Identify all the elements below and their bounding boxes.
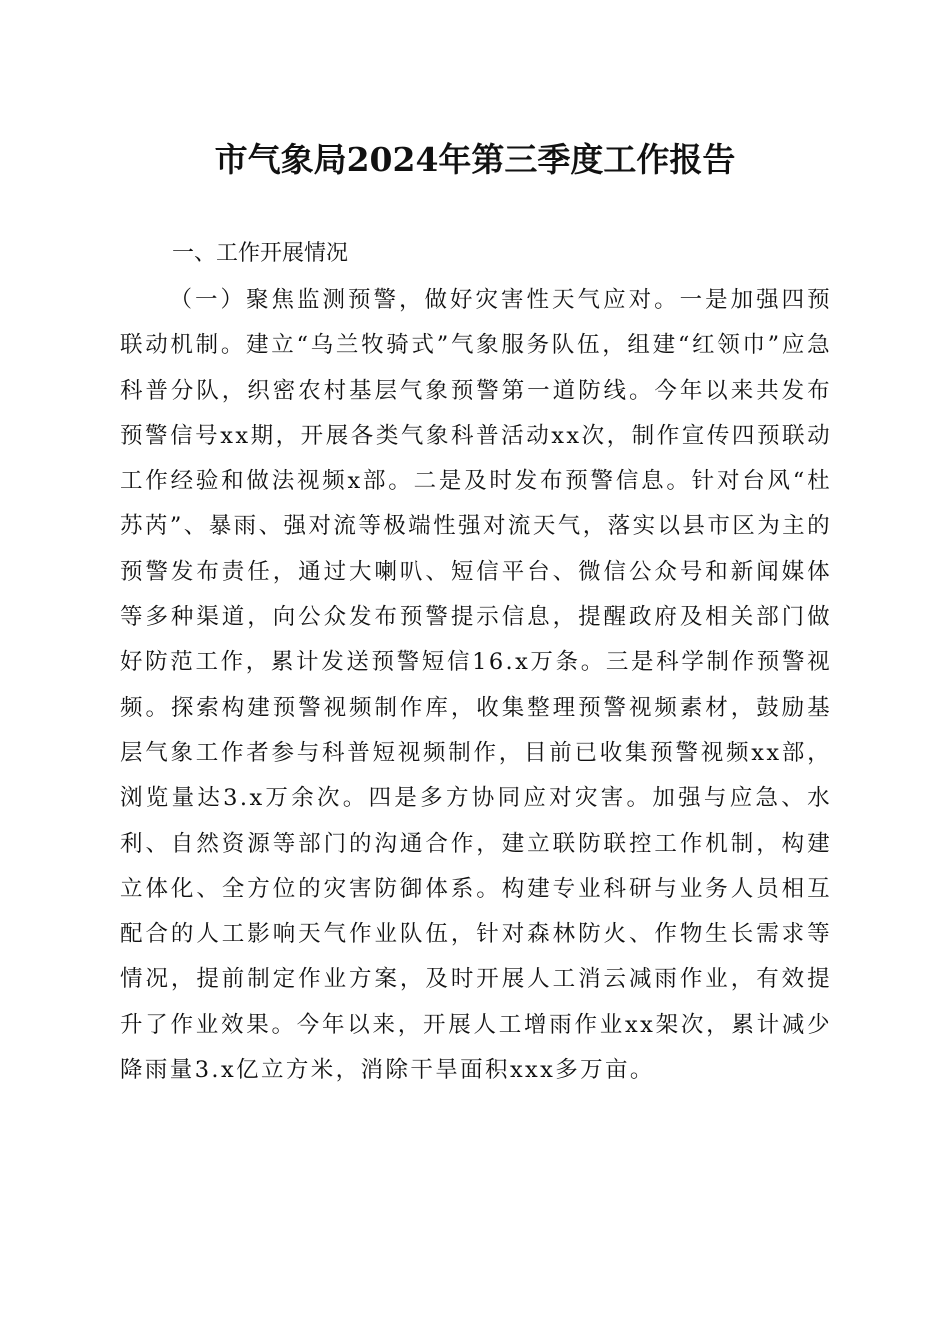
section-heading: 一、工作开展情况 (172, 241, 349, 266)
body-paragraph: （一）聚焦监测预警，做好灾害性天气应对。一是加强四预联动机制。建立“乌兰牧骑式”气象服务队伍，组建“红领巾”应急科普分队，织密农村基层气象预警第一道防线。今年以来共发布预警信号xx期，开展各类气象科普活动xx次，制作宣传四预联动工作经验和做法视频x部。二是及时发布预警信息。针对台风“杜苏芮”、暴雨、强对流等极端性强对流天气，落实以县市区为主的预警发布责任，通过大喇叭、短信平台、微信公众号和新闻媒体等多种渠道，向公众发布预警提示信息，提醒政府及相关部门做好防范工作，累计发送预警短信16.x万条。三是科学制作预警视频。探索构建预警视频制作库，收集整理预警视频素材，鼓励基层气象工作者参与科普短视频制作，目前已收集预警视频xx部，浏览量达3.x万余次。四是多方协同应对灾害。加强与应急、水利、自然资源等部门的沟通合作，建立联防联控工作机制，构建立体化、全方位的灾害防御体系。构建专业科研与业务人员相互配合的人工影响天气作业队伍，针对森林防火、作物生长需求等情况，提前制定作业方案，及时开展人工消云减雨作业，有效提升了作业效果。今年以来，开展人工增雨作业xx架次，累计减少降雨量3.x亿立方米，消除干旱面积xxx多万亩。 (120, 287, 832, 1084)
document-title: 市气象局2024年第三季度工作报告 (214, 140, 736, 179)
